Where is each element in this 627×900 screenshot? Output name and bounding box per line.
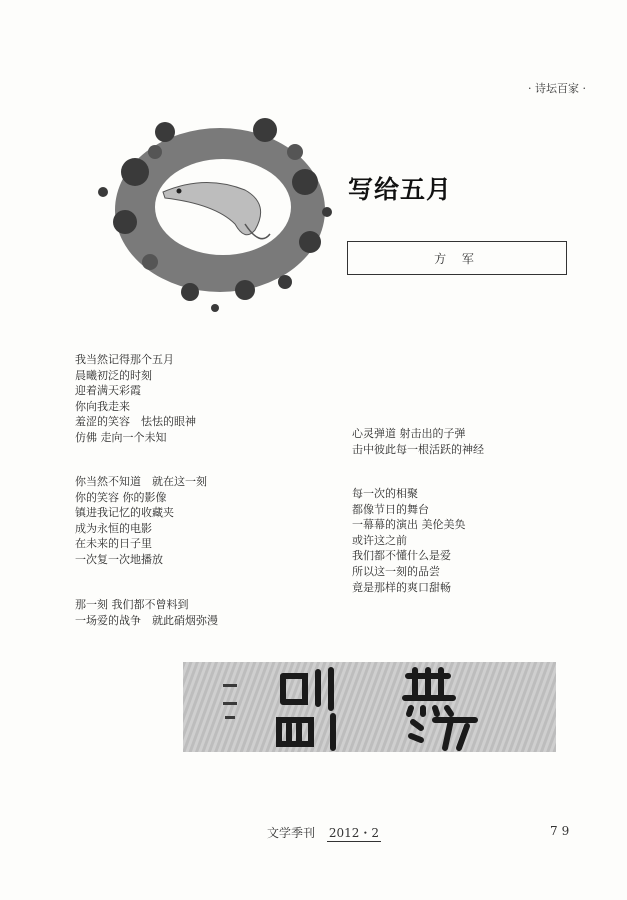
page-number: 79 xyxy=(550,824,574,838)
poem-line: 镇进我记忆的收藏夹 xyxy=(75,506,174,520)
poem-line: 竟是那样的爽口甜畅 xyxy=(352,580,451,594)
poem-line: 都像节日的舞台 xyxy=(352,502,429,516)
poem-line: 每一次的相聚 xyxy=(352,487,418,500)
poem-line: 成为永恒的电影 xyxy=(75,521,152,535)
stanza-left-2 xyxy=(75,474,207,568)
poem-line: 你的笑容 你的影像 xyxy=(75,490,167,504)
poem-title: 写给五月 xyxy=(348,175,453,204)
poem-line: 我当然记得那个五月 xyxy=(75,353,174,366)
poem-line: 一次复一次地播放 xyxy=(75,552,163,566)
poem-line: 所以这一刻的品尝 xyxy=(352,564,440,578)
journal-footer xyxy=(267,824,381,842)
poem-line: 羞涩的笑容 怯怯的眼神 xyxy=(75,415,196,429)
poem-line: 心灵弹道 射击出的子弹 xyxy=(352,427,466,440)
poem-line: 你当然不知道 就在这一刻 xyxy=(75,475,207,488)
calligraphy-artwork xyxy=(183,662,556,752)
author-name: 方 军 xyxy=(434,252,480,266)
poem-line: 晨曦初泛的时刻 xyxy=(75,368,152,382)
author-box xyxy=(347,241,567,275)
poem-line: 一场爱的战争 就此硝烟弥漫 xyxy=(75,613,218,627)
poem-line: 击中彼此每一根活跃的神经 xyxy=(352,442,484,456)
poem-line: 仿佛 走向一个未知 xyxy=(75,430,167,444)
poem-line: 一幕幕的演出 美伦美奂 xyxy=(352,518,466,532)
fish-illustration xyxy=(95,112,335,312)
poem-line: 或许这之前 xyxy=(352,533,407,547)
stanza-right-1 xyxy=(352,426,484,457)
poem-line: 迎着满天彩霞 xyxy=(75,384,141,398)
poem-line: 我们都不懂什么是爱 xyxy=(352,549,451,563)
stanza-left-1 xyxy=(75,352,196,446)
stanza-right-2 xyxy=(352,486,466,595)
section-tag: · 诗坛百家 · xyxy=(528,82,586,95)
poem-line: 那一刻 我们都不曾料到 xyxy=(75,598,189,611)
issue-number: 2012・2 xyxy=(328,826,380,840)
poem-line: 在未来的日子里 xyxy=(75,537,152,551)
poem-line: 你向我走来 xyxy=(75,399,130,413)
stanza-left-3 xyxy=(75,597,218,628)
journal-name: 文学季刊 xyxy=(267,826,316,840)
